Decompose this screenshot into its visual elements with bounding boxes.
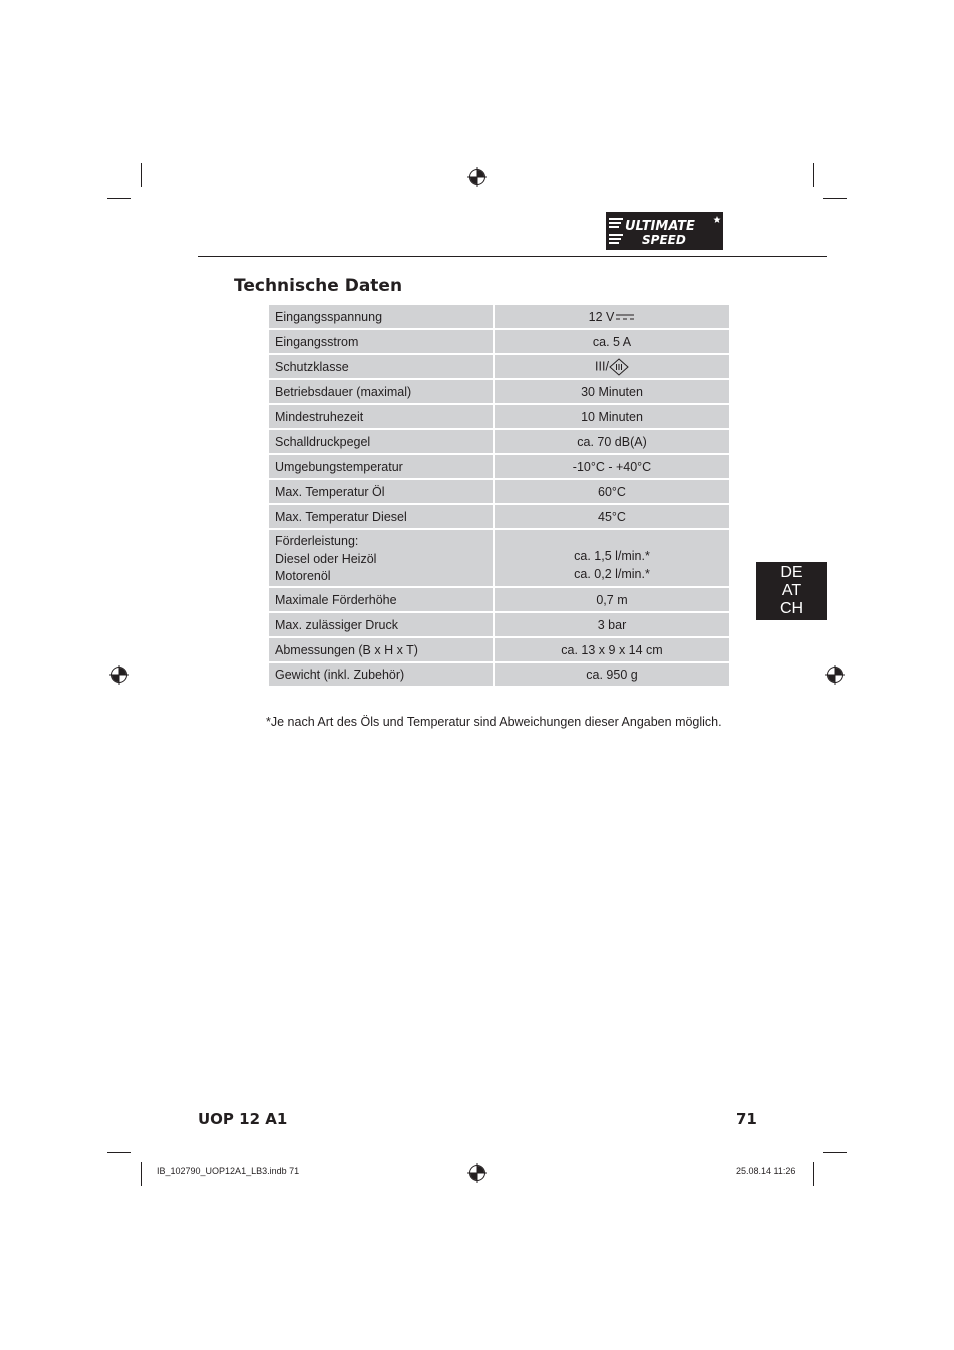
spec-label: Eingangsspannung [268, 304, 494, 329]
spec-label: Betriebsdauer (maximal) [268, 379, 494, 404]
spec-label: Maximale Förderhöhe [268, 587, 494, 612]
spec-label: Gewicht (inkl. Zubehör) [268, 662, 494, 687]
crop-mark [107, 198, 131, 199]
crop-mark [141, 1162, 142, 1186]
spec-value: 45°C [494, 504, 730, 529]
registration-mark-icon [825, 665, 845, 685]
spec-value-line: ca. 1,5 l/min.* [574, 549, 650, 563]
table-row [268, 429, 730, 454]
spec-label: Abmessungen (B x H x T) [268, 637, 494, 662]
spec-label: Max. Temperatur Diesel [268, 504, 494, 529]
table-row [268, 637, 730, 662]
language-tab [756, 562, 827, 620]
language-code: AT [781, 582, 802, 599]
spec-value [494, 354, 730, 379]
crop-mark [141, 163, 142, 187]
logo-text-speed: SPEED [642, 233, 686, 247]
table-row [268, 529, 730, 587]
spec-label: Max. zulässiger Druck [268, 612, 494, 637]
table-row [268, 587, 730, 612]
registration-mark-icon [109, 665, 129, 685]
crop-mark [823, 1152, 847, 1153]
spec-value: ca. 70 dB(A) [494, 429, 730, 454]
technical-data-table [267, 303, 731, 688]
protection-class-iii-icon [609, 358, 629, 376]
spec-value-text: III/ [595, 358, 609, 373]
crop-mark [107, 1152, 131, 1153]
registration-mark-icon [467, 167, 487, 187]
spec-value: ca. 950 g [494, 662, 730, 687]
spec-label-line: Förderleistung: [275, 534, 359, 548]
crop-mark [813, 163, 814, 187]
spec-label-line: Motorenöl [275, 569, 331, 583]
table-row [268, 329, 730, 354]
table-row [268, 379, 730, 404]
spec-label: Eingangsstrom [268, 329, 494, 354]
spec-value: 30 Minuten [494, 379, 730, 404]
spec-value-line: ca. 0,2 l/min.* [574, 566, 650, 581]
language-code: CH [779, 600, 804, 617]
language-code: DE [780, 564, 803, 581]
spec-value-text: 12 V [588, 309, 615, 324]
table-row [268, 404, 730, 429]
table-row [268, 662, 730, 687]
spec-label: Schalldruckpegel [268, 429, 494, 454]
header-rule [198, 256, 827, 257]
spec-label: Max. Temperatur Öl [268, 479, 494, 504]
table-row [268, 504, 730, 529]
print-slug-timestamp: 25.08.14 11:26 [736, 1166, 796, 1176]
spec-value: ca. 5 A [494, 329, 730, 354]
spec-label: Umgebungstemperatur [268, 454, 494, 479]
table-row [268, 612, 730, 637]
crop-mark [823, 198, 847, 199]
spec-label: Schutzklasse [268, 354, 494, 379]
spec-value: ca. 13 x 9 x 14 cm [494, 637, 730, 662]
print-slug-file: IB_102790_UOP12A1_LB3.indb 71 [157, 1166, 300, 1176]
table-row [268, 479, 730, 504]
page-number: 71 [736, 1110, 757, 1128]
table-row [268, 354, 730, 379]
ultimate-speed-logo [606, 212, 723, 250]
spec-value [494, 529, 730, 587]
spec-value: 60°C [494, 479, 730, 504]
model-name: UOP 12 A1 [198, 1110, 288, 1128]
spec-value: 3 bar [494, 612, 730, 637]
spec-value [494, 304, 730, 329]
spec-label: Mindestruhezeit [268, 404, 494, 429]
crop-mark [813, 1162, 814, 1186]
logo-text-ultimate: ULTIMATE [625, 219, 695, 234]
spec-value: 10 Minuten [494, 404, 730, 429]
section-title: Technische Daten [234, 276, 403, 296]
spec-value: -10°C - +40°C [494, 454, 730, 479]
spec-value: 0,7 m [494, 587, 730, 612]
table-row [268, 454, 730, 479]
direct-current-icon [615, 313, 635, 321]
spec-label [268, 529, 494, 587]
registration-mark-icon [467, 1163, 487, 1183]
footnote: *Je nach Art des Öls und Temperatur sind Abweichungen dieser Angaben möglich. [266, 715, 722, 729]
spec-label-line: Diesel oder Heizöl [275, 551, 377, 566]
table-row [268, 304, 730, 329]
